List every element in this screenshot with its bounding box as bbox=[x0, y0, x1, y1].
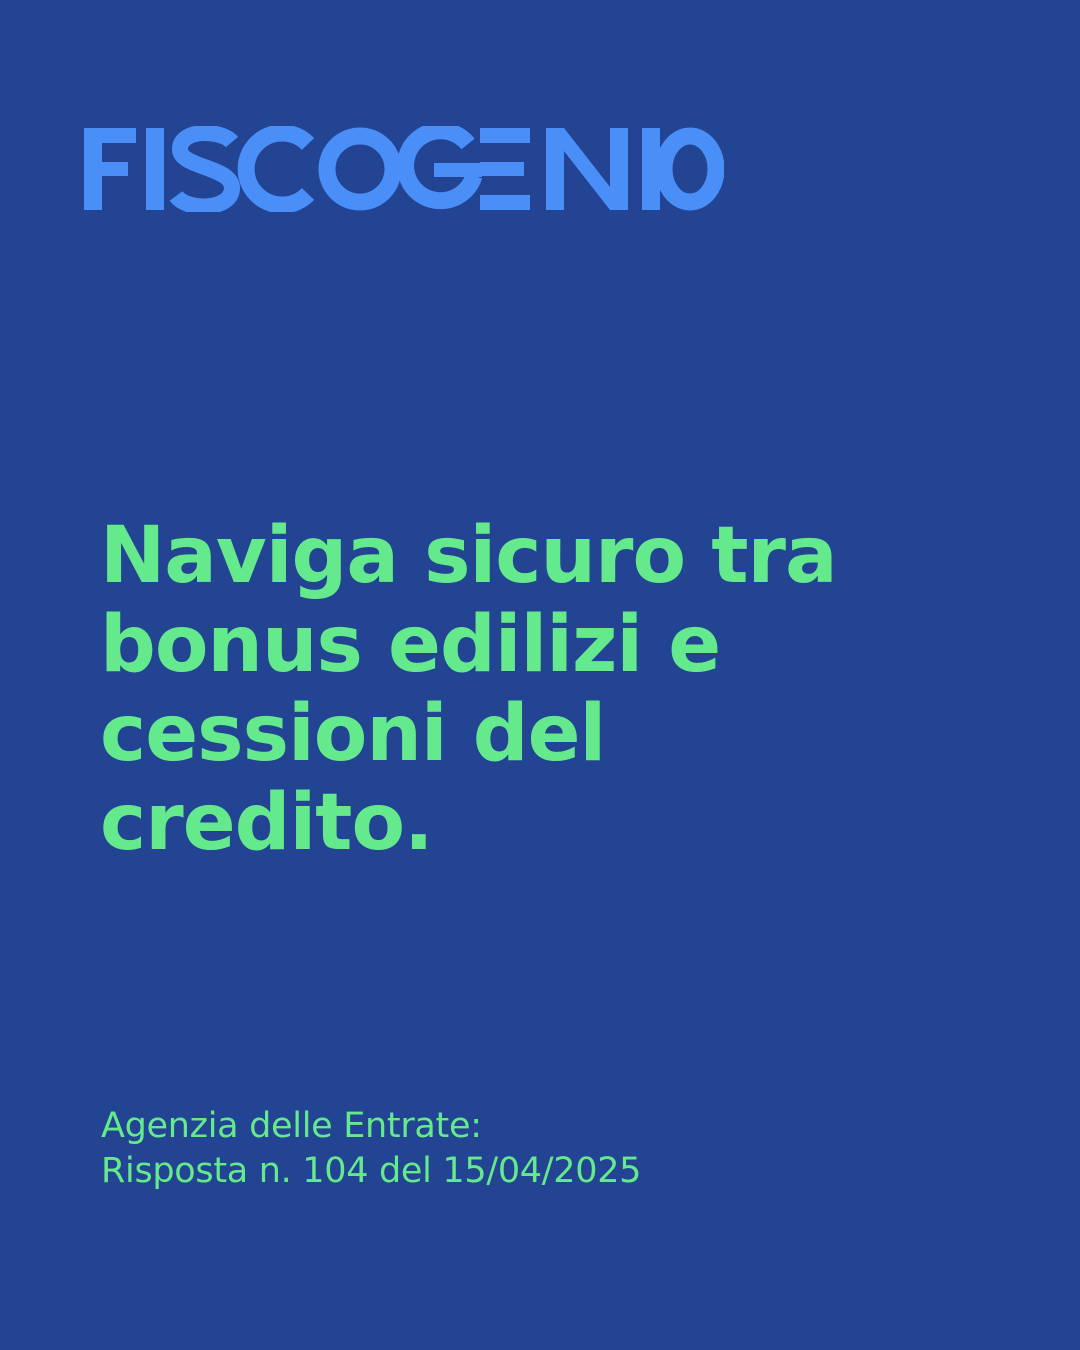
source-response: Risposta n. 104 del 15/04/2025 bbox=[101, 1151, 642, 1191]
source-agency: Agenzia delle Entrate: bbox=[101, 1106, 482, 1146]
source-reference bbox=[101, 1104, 901, 1194]
fiscogenio-logo bbox=[84, 126, 724, 212]
headline-line-3: cessioni del bbox=[100, 689, 606, 779]
headline bbox=[100, 512, 960, 868]
headline-line-2: bonus edilizi e bbox=[100, 600, 721, 690]
headline-line-1: Naviga sicuro tra bbox=[100, 511, 837, 601]
fiscogenio-logo-graphic bbox=[84, 126, 724, 212]
headline-line-4: credito. bbox=[100, 778, 433, 868]
